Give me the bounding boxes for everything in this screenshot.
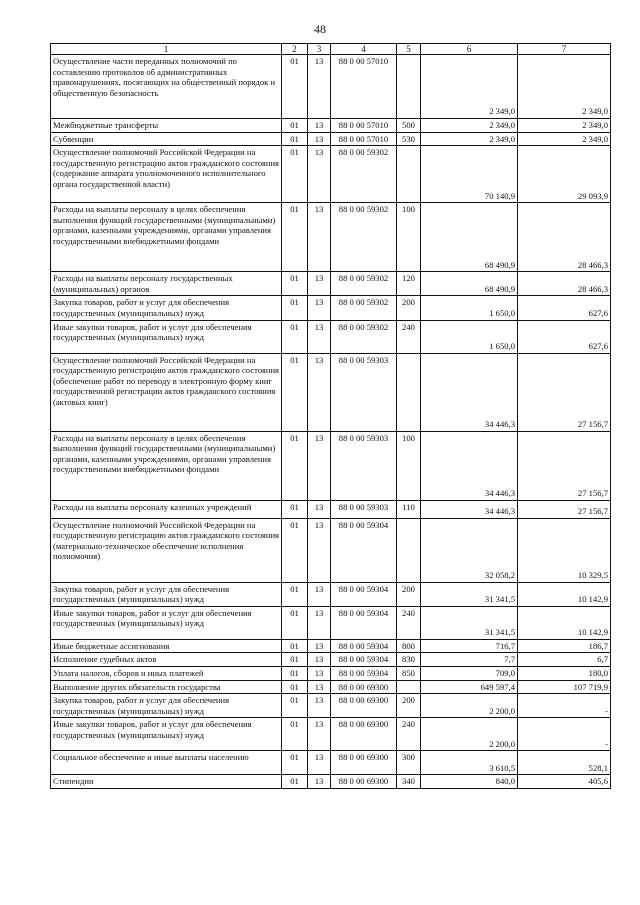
row-name: Осуществление полномочий Российской Федерации на государственную регистрацию актов гражданского состояния (обеспечение работ по переводу в электронную форму книг государственной регистрации актов гражданского состояния (актовых книг) (51, 353, 282, 431)
table-row (51, 606, 611, 639)
row-expense-type-code: 200 (397, 296, 421, 320)
row-amount-executed: 528,1 (518, 751, 611, 775)
row-subsection-code: 13 (308, 296, 331, 320)
row-section-code: 01 (282, 518, 308, 582)
row-name: Осуществление полномочий Российской Федерации на государственную регистрацию актов гражданского состояния (материально-техническое обеспечение исполнения полномочия) (51, 518, 282, 582)
table-row (51, 639, 611, 653)
row-amount-executed: 107 719,9 (518, 680, 611, 694)
row-target-article-code: 88 0 00 69300 (331, 694, 397, 718)
row-expense-type-code: 500 (397, 119, 421, 133)
row-section-code: 01 (282, 296, 308, 320)
row-amount-planned: 31 341,5 (421, 606, 518, 639)
row-expense-type-code: 800 (397, 639, 421, 653)
row-amount-planned: 31 341,5 (421, 582, 518, 606)
col-header: 6 (421, 44, 518, 55)
table-row (51, 119, 611, 133)
table-row (51, 500, 611, 518)
row-subsection-code: 13 (308, 582, 331, 606)
row-name: Закупка товаров, работ и услуг для обеспечения государственных (муниципальных) нужд (51, 694, 282, 718)
row-amount-planned: 2 349,0 (421, 55, 518, 119)
row-name: Иные закупки товаров, работ и услуг для обеспечения государственных (муниципальных) нужд (51, 606, 282, 639)
row-amount-executed: 27 156,7 (518, 500, 611, 518)
row-amount-executed: 10 142,9 (518, 606, 611, 639)
row-target-article-code: 88 0 00 59304 (331, 606, 397, 639)
row-amount-executed: 405,6 (518, 775, 611, 789)
row-amount-planned: 840,0 (421, 775, 518, 789)
row-name: Расходы на выплаты персоналу государственных (муниципальных) органов (51, 272, 282, 296)
table-row (51, 775, 611, 789)
table-row (51, 694, 611, 718)
row-section-code: 01 (282, 203, 308, 272)
table-row (51, 751, 611, 775)
row-name: Осуществление полномочий Российской Федерации на государственную регистрацию актов гражданского состояния (содержание аппарата уполномоченного исполнительного органа государственной власти) (51, 146, 282, 203)
row-expense-type-code (397, 680, 421, 694)
row-subsection-code: 13 (308, 775, 331, 789)
row-amount-executed: 2 349,0 (518, 55, 611, 119)
row-target-article-code: 88 0 00 59303 (331, 353, 397, 431)
row-expense-type-code: 530 (397, 132, 421, 146)
row-amount-planned: 2 200,0 (421, 694, 518, 718)
row-name: Иные бюджетные ассигнования (51, 639, 282, 653)
row-section-code: 01 (282, 694, 308, 718)
row-subsection-code: 13 (308, 666, 331, 680)
row-subsection-code: 13 (308, 718, 331, 751)
table-row (51, 666, 611, 680)
row-name: Межбюджетные трансферты (51, 119, 282, 133)
row-expense-type-code: 100 (397, 431, 421, 500)
table-row (51, 680, 611, 694)
row-subsection-code: 13 (308, 751, 331, 775)
row-target-article-code: 88 0 00 59304 (331, 518, 397, 582)
row-amount-executed: 180,0 (518, 666, 611, 680)
row-section-code: 01 (282, 119, 308, 133)
row-amount-executed: 10 142,9 (518, 582, 611, 606)
row-target-article-code: 88 0 00 57010 (331, 119, 397, 133)
row-target-article-code: 88 0 00 69300 (331, 751, 397, 775)
row-subsection-code: 13 (308, 146, 331, 203)
row-subsection-code: 13 (308, 694, 331, 718)
row-amount-planned: 32 058,2 (421, 518, 518, 582)
row-target-article-code: 88 0 00 57010 (331, 132, 397, 146)
table-row (51, 272, 611, 296)
row-expense-type-code: 340 (397, 775, 421, 789)
row-expense-type-code: 240 (397, 718, 421, 751)
row-section-code: 01 (282, 55, 308, 119)
table-row (51, 55, 611, 119)
row-amount-executed: 2 349,0 (518, 132, 611, 146)
table-row (51, 518, 611, 582)
row-amount-planned: 716,7 (421, 639, 518, 653)
row-amount-executed: - (518, 718, 611, 751)
row-target-article-code: 88 0 00 59303 (331, 431, 397, 500)
row-section-code: 01 (282, 146, 308, 203)
row-name: Выполнение других обязательств государства (51, 680, 282, 694)
col-header: 3 (308, 44, 331, 55)
budget-table (50, 43, 611, 789)
col-header: 1 (51, 44, 282, 55)
row-amount-planned: 70 140,9 (421, 146, 518, 203)
row-section-code: 01 (282, 606, 308, 639)
row-subsection-code: 13 (308, 55, 331, 119)
row-section-code: 01 (282, 582, 308, 606)
row-section-code: 01 (282, 500, 308, 518)
row-amount-executed: 28 466,3 (518, 203, 611, 272)
col-header: 5 (397, 44, 421, 55)
row-name: Иные закупки товаров, работ и услуг для обеспечения государственных (муниципальных) нужд (51, 320, 282, 353)
row-amount-planned: 649 597,4 (421, 680, 518, 694)
row-target-article-code: 88 0 00 59304 (331, 653, 397, 667)
row-name: Расходы на выплаты персоналу в целях обеспечения выполнения функций государственными (муниципальными) органами, казенными учреждениями, органами управления государственными внебюджетными фондами (51, 203, 282, 272)
row-amount-executed: 10 329,5 (518, 518, 611, 582)
row-amount-executed: 627,6 (518, 296, 611, 320)
row-subsection-code: 13 (308, 639, 331, 653)
row-amount-executed: 627,6 (518, 320, 611, 353)
table-row (51, 431, 611, 500)
table-row (51, 203, 611, 272)
table-row (51, 353, 611, 431)
row-target-article-code: 88 0 00 57010 (331, 55, 397, 119)
row-amount-planned: 68 490,9 (421, 203, 518, 272)
row-amount-executed: 6,7 (518, 653, 611, 667)
page-number: 48 (314, 22, 326, 36)
row-expense-type-code (397, 518, 421, 582)
row-amount-planned: 2 200,0 (421, 718, 518, 751)
row-target-article-code: 88 0 00 69300 (331, 718, 397, 751)
row-name: Расходы на выплаты персоналу казенных учреждений (51, 500, 282, 518)
row-name: Расходы на выплаты персоналу в целях обеспечения выполнения функций государственными (муниципальными) органами, казенными учреждениями, органами управления государственными внебюджетными фондами (51, 431, 282, 500)
row-amount-planned: 2 349,0 (421, 132, 518, 146)
col-header: 2 (282, 44, 308, 55)
row-target-article-code: 88 0 00 59304 (331, 639, 397, 653)
row-subsection-code: 13 (308, 518, 331, 582)
row-amount-executed: 29 093,9 (518, 146, 611, 203)
row-subsection-code: 13 (308, 500, 331, 518)
row-section-code: 01 (282, 431, 308, 500)
row-section-code: 01 (282, 353, 308, 431)
row-amount-planned: 34 446,3 (421, 431, 518, 500)
row-section-code: 01 (282, 639, 308, 653)
table-row (51, 146, 611, 203)
row-target-article-code: 88 0 00 59302 (331, 296, 397, 320)
row-name: Стипендии (51, 775, 282, 789)
row-target-article-code: 88 0 00 59304 (331, 582, 397, 606)
row-expense-type-code: 100 (397, 203, 421, 272)
row-section-code: 01 (282, 680, 308, 694)
row-name: Иные закупки товаров, работ и услуг для обеспечения государственных (муниципальных) нужд (51, 718, 282, 751)
row-expense-type-code: 240 (397, 606, 421, 639)
row-expense-type-code: 240 (397, 320, 421, 353)
col-header: 4 (331, 44, 397, 55)
row-amount-executed: 27 156,7 (518, 431, 611, 500)
row-expense-type-code: 200 (397, 582, 421, 606)
row-subsection-code: 13 (308, 653, 331, 667)
row-expense-type-code (397, 353, 421, 431)
table-row (51, 296, 611, 320)
row-amount-planned: 68 490,9 (421, 272, 518, 296)
row-expense-type-code (397, 146, 421, 203)
row-target-article-code: 88 0 00 59303 (331, 500, 397, 518)
row-expense-type-code: 850 (397, 666, 421, 680)
table-row (51, 653, 611, 667)
row-amount-planned: 709,0 (421, 666, 518, 680)
row-target-article-code: 88 0 00 59302 (331, 203, 397, 272)
row-name: Социальное обеспечение и иные выплаты населению (51, 751, 282, 775)
row-amount-planned: 34 446,3 (421, 500, 518, 518)
row-section-code: 01 (282, 653, 308, 667)
row-subsection-code: 13 (308, 606, 331, 639)
row-name: Исполнение судебных актов (51, 653, 282, 667)
row-name: Закупка товаров, работ и услуг для обеспечения государственных (муниципальных) нужд (51, 582, 282, 606)
row-subsection-code: 13 (308, 272, 331, 296)
row-section-code: 01 (282, 751, 308, 775)
row-amount-planned: 7,7 (421, 653, 518, 667)
row-target-article-code: 88 0 00 59302 (331, 320, 397, 353)
row-section-code: 01 (282, 320, 308, 353)
row-section-code: 01 (282, 666, 308, 680)
row-expense-type-code: 120 (397, 272, 421, 296)
row-name: Уплата налогов, сборов и иных платежей (51, 666, 282, 680)
row-section-code: 01 (282, 775, 308, 789)
row-expense-type-code: 110 (397, 500, 421, 518)
row-expense-type-code: 830 (397, 653, 421, 667)
row-expense-type-code (397, 55, 421, 119)
row-section-code: 01 (282, 132, 308, 146)
row-expense-type-code: 200 (397, 694, 421, 718)
row-amount-executed: 186,7 (518, 639, 611, 653)
row-amount-planned: 3 610,5 (421, 751, 518, 775)
table-row (51, 718, 611, 751)
row-subsection-code: 13 (308, 132, 331, 146)
row-name: Субвенции (51, 132, 282, 146)
row-amount-executed: - (518, 694, 611, 718)
row-target-article-code: 88 0 00 59304 (331, 666, 397, 680)
row-subsection-code: 13 (308, 680, 331, 694)
row-subsection-code: 13 (308, 203, 331, 272)
row-amount-executed: 27 156,7 (518, 353, 611, 431)
header-row (51, 44, 611, 55)
row-target-article-code: 88 0 00 69300 (331, 775, 397, 789)
col-header: 7 (518, 44, 611, 55)
row-subsection-code: 13 (308, 431, 331, 500)
row-expense-type-code: 300 (397, 751, 421, 775)
row-subsection-code: 13 (308, 320, 331, 353)
row-target-article-code: 88 0 00 59302 (331, 146, 397, 203)
table-row (51, 132, 611, 146)
row-amount-planned: 1 650,0 (421, 320, 518, 353)
row-target-article-code: 88 0 00 59302 (331, 272, 397, 296)
row-amount-executed: 2 349,0 (518, 119, 611, 133)
row-target-article-code: 88 0 00 69300 (331, 680, 397, 694)
row-amount-executed: 28 466,3 (518, 272, 611, 296)
row-subsection-code: 13 (308, 119, 331, 133)
row-amount-planned: 34 446,3 (421, 353, 518, 431)
row-section-code: 01 (282, 718, 308, 751)
row-subsection-code: 13 (308, 353, 331, 431)
table-row (51, 582, 611, 606)
row-section-code: 01 (282, 272, 308, 296)
row-amount-planned: 1 650,0 (421, 296, 518, 320)
row-amount-planned: 2 349,0 (421, 119, 518, 133)
row-name: Закупка товаров, работ и услуг для обеспечения государственных (муниципальных) нужд (51, 296, 282, 320)
row-name: Осуществление части переданных полномочий по составлению протоколов об административных правонарушениях, посягающих на общественный порядок и общественную безопасность (51, 55, 282, 119)
table-row (51, 320, 611, 353)
